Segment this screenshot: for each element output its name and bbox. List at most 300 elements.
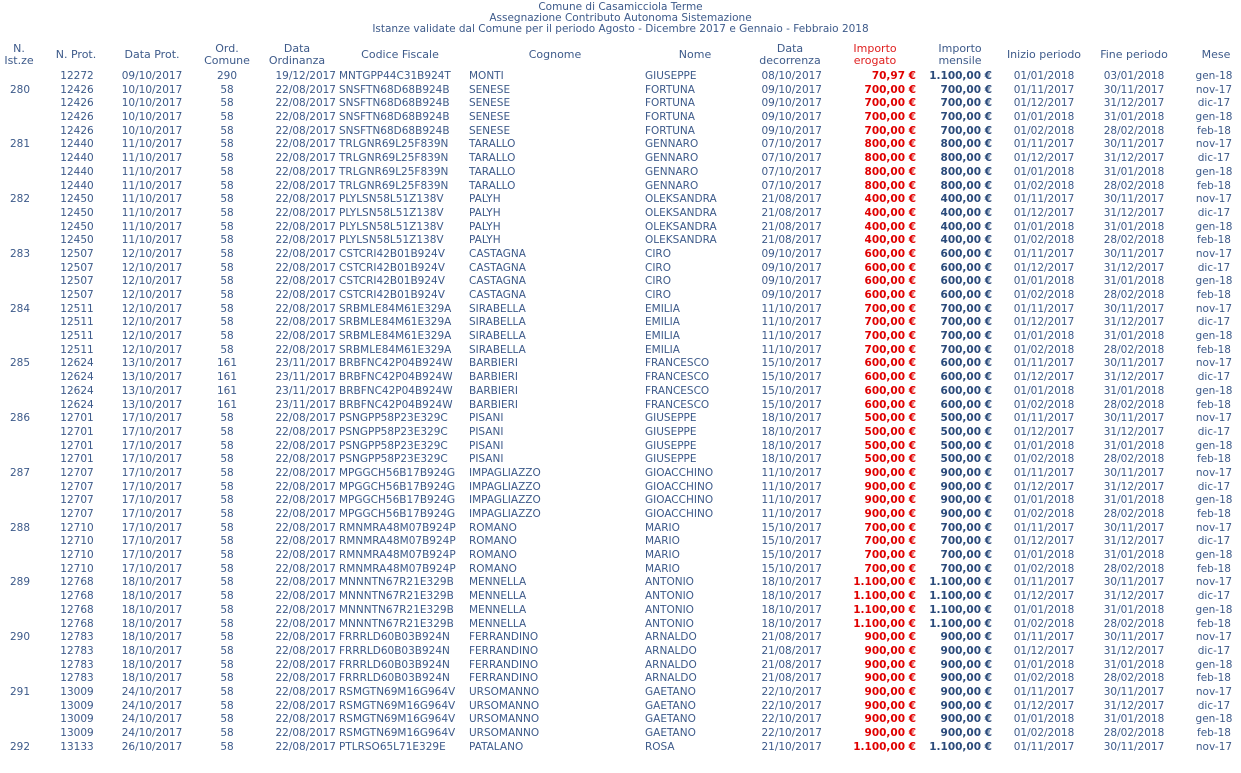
cell-fine-periodo: 31/12/2017 bbox=[1103, 371, 1165, 384]
cell-fine-periodo: 31/12/2017 bbox=[1103, 480, 1165, 493]
cell-data-decorrenza: 09/10/2017 bbox=[761, 289, 822, 301]
cell-data-ordinanza: 22/08/2017 bbox=[275, 83, 336, 96]
cell-inizio-periodo: 01/01/2018 bbox=[1013, 111, 1075, 124]
table-row bbox=[0, 713, 1241, 727]
cell-inizio-periodo: 01/02/2018 bbox=[1013, 179, 1075, 192]
cell-cognome: PALYH bbox=[469, 206, 501, 219]
cell-data-prot: 09/10/2017 bbox=[121, 70, 183, 82]
cell-fine-periodo: 28/02/2018 bbox=[1103, 124, 1165, 137]
cell-data-prot: 12/10/2017 bbox=[121, 302, 183, 315]
cell-importo-mensile: 400,00 € bbox=[940, 206, 992, 219]
cell-inizio-periodo: 01/12/2017 bbox=[1013, 590, 1075, 603]
cell-mese: nov-17 bbox=[1195, 631, 1233, 644]
header-importo-mensile-line1: Importo bbox=[938, 42, 982, 55]
cell-cognome: CASTAGNA bbox=[469, 275, 526, 288]
cell-fine-periodo: 31/01/2018 bbox=[1103, 330, 1165, 343]
cell-mese: dic-17 bbox=[1197, 590, 1231, 603]
cell-importo-mensile: 700,00 € bbox=[940, 111, 992, 124]
cell-ord-comune: 58 bbox=[220, 727, 234, 739]
cell-codice-fiscale: RSMGTN69M16G964V bbox=[339, 727, 456, 739]
table-row bbox=[0, 152, 1241, 166]
cell-codice-fiscale: PSNGPP58P23E329C bbox=[339, 425, 448, 438]
cell-importo-mensile: 700,00 € bbox=[940, 535, 992, 548]
cell-data-decorrenza: 18/10/2017 bbox=[761, 576, 822, 589]
cell-data-ordinanza: 23/11/2017 bbox=[275, 384, 336, 397]
cell-ord-comune: 58 bbox=[220, 316, 234, 329]
cell-data-decorrenza: 09/10/2017 bbox=[761, 247, 822, 260]
cell-ord-comune: 58 bbox=[220, 247, 234, 260]
table-row bbox=[0, 207, 1241, 221]
cell-data-decorrenza: 15/10/2017 bbox=[761, 384, 822, 397]
cell-n-prot: 12507 bbox=[60, 275, 94, 288]
cell-ord-comune: 58 bbox=[220, 576, 234, 589]
cell-data-ordinanza: 22/08/2017 bbox=[275, 152, 336, 165]
cell-importo-mensile: 1.100,00 € bbox=[929, 603, 992, 616]
cell-cognome: PATALANO bbox=[469, 740, 524, 753]
cell-mese: nov-17 bbox=[1195, 138, 1233, 151]
cell-n-prot: 12707 bbox=[60, 480, 94, 493]
table-row bbox=[0, 125, 1241, 139]
table-row bbox=[0, 371, 1241, 385]
cell-data-ordinanza: 22/08/2017 bbox=[275, 549, 336, 562]
cell-nome: MARIO bbox=[645, 562, 680, 575]
cell-data-prot: 18/10/2017 bbox=[121, 617, 183, 630]
cell-data-decorrenza: 21/08/2017 bbox=[761, 631, 822, 644]
cell-cognome: BARBIERI bbox=[469, 371, 519, 384]
cell-nome: FRANCESCO bbox=[645, 384, 710, 397]
cell-mese: feb-18 bbox=[1197, 617, 1231, 630]
cell-fine-periodo: 31/01/2018 bbox=[1103, 111, 1165, 124]
header-data-ordinanza-line1: Data bbox=[283, 42, 311, 55]
cell-n-prot: 12426 bbox=[60, 124, 94, 137]
cell-ord-comune: 58 bbox=[220, 425, 234, 438]
cell-codice-fiscale: TRLGNR69L25F839N bbox=[339, 179, 449, 192]
header-ord-comune bbox=[199, 43, 255, 67]
cell-mese: feb-18 bbox=[1197, 508, 1231, 520]
cell-importo-mensile: 900,00 € bbox=[940, 631, 992, 644]
cell-data-decorrenza: 11/10/2017 bbox=[761, 302, 822, 315]
cell-importo-erogato: 900,00 € bbox=[864, 672, 916, 685]
cell-ord-comune: 58 bbox=[220, 152, 234, 165]
cell-data-ordinanza: 22/08/2017 bbox=[275, 289, 336, 301]
cell-ord-comune: 58 bbox=[220, 343, 234, 356]
table-row bbox=[0, 467, 1241, 481]
cell-nome: ARNALDO bbox=[645, 644, 697, 657]
cell-fine-periodo: 28/02/2018 bbox=[1103, 289, 1165, 301]
cell-inizio-periodo: 01/02/2018 bbox=[1013, 617, 1075, 630]
table-row bbox=[0, 221, 1241, 235]
cell-data-ordinanza: 22/08/2017 bbox=[275, 453, 336, 466]
cell-cognome: FERRANDINO bbox=[469, 631, 539, 644]
cell-inizio-periodo: 01/11/2017 bbox=[1013, 521, 1075, 534]
cell-inizio-periodo: 01/11/2017 bbox=[1013, 138, 1075, 151]
cell-ord-comune: 58 bbox=[220, 644, 234, 657]
cell-importo-mensile: 600,00 € bbox=[940, 371, 992, 384]
cell-ord-comune: 290 bbox=[216, 70, 238, 82]
cell-data-decorrenza: 21/08/2017 bbox=[761, 193, 822, 206]
cell-ord-comune: 58 bbox=[220, 97, 234, 110]
cell-mese: nov-17 bbox=[1195, 466, 1233, 479]
cell-n-istanze: 287 bbox=[9, 466, 31, 479]
cell-importo-erogato: 700,00 € bbox=[864, 535, 916, 548]
cell-codice-fiscale: FRRRLD60B03B924N bbox=[339, 631, 450, 644]
cell-fine-periodo: 30/11/2017 bbox=[1103, 247, 1165, 260]
cell-nome: GIUSEPPE bbox=[645, 70, 697, 82]
table-row bbox=[0, 84, 1241, 98]
cell-data-ordinanza: 22/08/2017 bbox=[275, 138, 336, 151]
header-inizio-periodo: Inizio periodo bbox=[1006, 48, 1082, 61]
cell-data-ordinanza: 22/08/2017 bbox=[275, 644, 336, 657]
cell-data-decorrenza: 08/10/2017 bbox=[761, 70, 822, 82]
cell-ord-comune: 58 bbox=[220, 453, 234, 466]
cell-importo-erogato: 70,97 € bbox=[871, 70, 916, 82]
cell-codice-fiscale: RMNMRA48M07B924P bbox=[339, 535, 456, 548]
cell-data-prot: 17/10/2017 bbox=[121, 521, 183, 534]
cell-data-ordinanza: 22/08/2017 bbox=[275, 521, 336, 534]
cell-nome: ARNALDO bbox=[645, 658, 697, 671]
cell-ord-comune: 58 bbox=[220, 234, 234, 247]
cell-n-prot: 12707 bbox=[60, 466, 94, 479]
cell-ord-comune: 58 bbox=[220, 220, 234, 233]
table-row bbox=[0, 604, 1241, 618]
cell-importo-erogato: 700,00 € bbox=[864, 302, 916, 315]
cell-cognome: FERRANDINO bbox=[469, 672, 539, 685]
cell-nome: FRANCESCO bbox=[645, 398, 710, 411]
cell-nome: GAETANO bbox=[645, 685, 696, 698]
cell-codice-fiscale: PLYLSN58L51Z138V bbox=[339, 193, 444, 206]
table-row bbox=[0, 563, 1241, 577]
cell-n-prot: 12511 bbox=[60, 343, 94, 356]
cell-n-prot: 12507 bbox=[60, 261, 94, 274]
header-data-ordinanza bbox=[262, 43, 332, 67]
cell-data-prot: 13/10/2017 bbox=[121, 357, 183, 370]
cell-codice-fiscale: SRBMLE84M61E329A bbox=[339, 343, 452, 356]
cell-cognome: MENNELLA bbox=[469, 576, 527, 589]
cell-data-prot: 13/10/2017 bbox=[121, 371, 183, 384]
header-data-decorrenza bbox=[755, 43, 825, 67]
cell-data-decorrenza: 07/10/2017 bbox=[761, 138, 822, 151]
cell-inizio-periodo: 01/12/2017 bbox=[1013, 699, 1075, 712]
cell-importo-erogato: 700,00 € bbox=[864, 316, 916, 329]
cell-importo-mensile: 700,00 € bbox=[940, 343, 992, 356]
cell-ord-comune: 58 bbox=[220, 740, 234, 753]
cell-importo-erogato: 900,00 € bbox=[864, 685, 916, 698]
cell-n-prot: 12768 bbox=[60, 576, 94, 589]
cell-inizio-periodo: 01/12/2017 bbox=[1013, 535, 1075, 548]
cell-fine-periodo: 31/12/2017 bbox=[1103, 97, 1165, 110]
cell-importo-mensile: 1.100,00 € bbox=[929, 740, 992, 753]
cell-codice-fiscale: RSMGTN69M16G964V bbox=[339, 713, 456, 726]
cell-importo-erogato: 900,00 € bbox=[864, 727, 916, 739]
cell-data-ordinanza: 22/08/2017 bbox=[275, 535, 336, 548]
cell-codice-fiscale: PSNGPP58P23E329C bbox=[339, 439, 448, 452]
cell-data-ordinanza: 22/08/2017 bbox=[275, 576, 336, 589]
cell-data-decorrenza: 22/10/2017 bbox=[761, 685, 822, 698]
cell-inizio-periodo: 01/01/2018 bbox=[1013, 439, 1075, 452]
cell-data-prot: 11/10/2017 bbox=[121, 138, 183, 151]
cell-n-prot: 12440 bbox=[60, 179, 94, 192]
cell-data-prot: 17/10/2017 bbox=[121, 562, 183, 575]
cell-data-ordinanza: 22/08/2017 bbox=[275, 111, 336, 124]
cell-nome: MARIO bbox=[645, 535, 680, 548]
cell-data-ordinanza: 22/08/2017 bbox=[275, 206, 336, 219]
table-row bbox=[0, 111, 1241, 125]
cell-ord-comune: 161 bbox=[216, 398, 238, 411]
header-mese: Mese bbox=[1201, 48, 1231, 61]
header-fine-periodo: Fine periodo bbox=[1100, 48, 1168, 61]
cell-importo-mensile: 900,00 € bbox=[940, 713, 992, 726]
cell-inizio-periodo: 01/11/2017 bbox=[1013, 83, 1075, 96]
cell-data-prot: 24/10/2017 bbox=[121, 685, 183, 698]
cell-n-prot: 12511 bbox=[60, 302, 94, 315]
table-row bbox=[0, 576, 1241, 590]
cell-cognome: FERRANDINO bbox=[469, 658, 539, 671]
cell-data-decorrenza: 11/10/2017 bbox=[761, 508, 822, 520]
cell-importo-mensile: 700,00 € bbox=[940, 562, 992, 575]
cell-inizio-periodo: 01/02/2018 bbox=[1013, 508, 1075, 520]
cell-n-prot: 12701 bbox=[60, 425, 94, 438]
table-row bbox=[0, 289, 1241, 303]
cell-ord-comune: 58 bbox=[220, 603, 234, 616]
cell-mese: nov-17 bbox=[1195, 685, 1233, 698]
cell-codice-fiscale: SNSFTN68D68B924B bbox=[339, 97, 450, 110]
cell-mese: gen-18 bbox=[1195, 603, 1233, 616]
cell-inizio-periodo: 01/01/2018 bbox=[1013, 70, 1075, 82]
table-row bbox=[0, 426, 1241, 440]
cell-mese: gen-18 bbox=[1195, 220, 1233, 233]
cell-cognome: MENNELLA bbox=[469, 617, 527, 630]
cell-ord-comune: 58 bbox=[220, 289, 234, 301]
cell-n-prot: 12783 bbox=[60, 672, 94, 685]
cell-fine-periodo: 28/02/2018 bbox=[1103, 508, 1165, 520]
cell-n-prot: 12768 bbox=[60, 590, 94, 603]
header-ord-comune-line1: Ord. bbox=[215, 42, 239, 55]
cell-n-istanze: 288 bbox=[9, 521, 31, 534]
cell-nome: EMILIA bbox=[645, 302, 680, 315]
cell-data-ordinanza: 22/08/2017 bbox=[275, 740, 336, 753]
cell-cognome: PISANI bbox=[469, 412, 504, 425]
cell-data-prot: 11/10/2017 bbox=[121, 152, 183, 165]
cell-cognome: MENNELLA bbox=[469, 603, 527, 616]
cell-fine-periodo: 28/02/2018 bbox=[1103, 727, 1165, 739]
cell-mese: gen-18 bbox=[1195, 439, 1233, 452]
cell-cognome: PALYH bbox=[469, 220, 501, 233]
cell-fine-periodo: 03/01/2018 bbox=[1103, 70, 1165, 82]
cell-mese: nov-17 bbox=[1195, 740, 1233, 753]
cell-importo-erogato: 700,00 € bbox=[864, 97, 916, 110]
table-row bbox=[0, 672, 1241, 686]
cell-fine-periodo: 28/02/2018 bbox=[1103, 672, 1165, 685]
cell-data-decorrenza: 07/10/2017 bbox=[761, 152, 822, 165]
cell-importo-erogato: 900,00 € bbox=[864, 699, 916, 712]
cell-data-prot: 24/10/2017 bbox=[121, 727, 183, 739]
table-row bbox=[0, 618, 1241, 632]
cell-codice-fiscale: MPGGCH56B17B924G bbox=[339, 494, 456, 507]
cell-importo-mensile: 700,00 € bbox=[940, 302, 992, 315]
cell-codice-fiscale: TRLGNR69L25F839N bbox=[339, 138, 449, 151]
cell-importo-erogato: 600,00 € bbox=[864, 275, 916, 288]
cell-data-decorrenza: 09/10/2017 bbox=[761, 275, 822, 288]
table-row bbox=[0, 330, 1241, 344]
cell-importo-erogato: 900,00 € bbox=[864, 658, 916, 671]
cell-n-prot: 12783 bbox=[60, 631, 94, 644]
cell-inizio-periodo: 01/11/2017 bbox=[1013, 302, 1075, 315]
cell-nome: GIOACCHINO bbox=[645, 508, 714, 520]
cell-mese: nov-17 bbox=[1195, 83, 1233, 96]
cell-mese: gen-18 bbox=[1195, 165, 1233, 178]
cell-nome: GIOACCHINO bbox=[645, 480, 714, 493]
cell-mese: nov-17 bbox=[1195, 247, 1233, 260]
cell-cognome: TARALLO bbox=[469, 152, 516, 165]
cell-nome: MARIO bbox=[645, 521, 680, 534]
cell-data-prot: 12/10/2017 bbox=[121, 275, 183, 288]
cell-ord-comune: 58 bbox=[220, 83, 234, 96]
cell-n-prot: 12701 bbox=[60, 412, 94, 425]
cell-cognome: PISANI bbox=[469, 425, 504, 438]
table-row bbox=[0, 645, 1241, 659]
cell-n-prot: 12710 bbox=[60, 549, 94, 562]
table-row bbox=[0, 357, 1241, 371]
cell-fine-periodo: 31/01/2018 bbox=[1103, 439, 1165, 452]
cell-data-ordinanza: 22/08/2017 bbox=[275, 193, 336, 206]
cell-importo-mensile: 900,00 € bbox=[940, 494, 992, 507]
cell-data-prot: 10/10/2017 bbox=[121, 111, 183, 124]
header-data-decorrenza-line1: Data bbox=[776, 42, 804, 55]
cell-mese: feb-18 bbox=[1197, 453, 1231, 466]
cell-codice-fiscale: MNNNTN67R21E329B bbox=[339, 617, 454, 630]
cell-data-ordinanza: 23/11/2017 bbox=[275, 357, 336, 370]
cell-importo-mensile: 500,00 € bbox=[940, 439, 992, 452]
cell-importo-mensile: 900,00 € bbox=[940, 699, 992, 712]
cell-nome: ANTONIO bbox=[645, 590, 694, 603]
cell-importo-erogato: 900,00 € bbox=[864, 644, 916, 657]
cell-fine-periodo: 31/01/2018 bbox=[1103, 549, 1165, 562]
cell-nome: EMILIA bbox=[645, 343, 680, 356]
cell-inizio-periodo: 01/12/2017 bbox=[1013, 261, 1075, 274]
cell-inizio-periodo: 01/12/2017 bbox=[1013, 425, 1075, 438]
cell-cognome: TARALLO bbox=[469, 179, 516, 192]
cell-n-prot: 12450 bbox=[60, 206, 94, 219]
cell-data-decorrenza: 15/10/2017 bbox=[761, 549, 822, 562]
cell-inizio-periodo: 01/01/2018 bbox=[1013, 330, 1075, 343]
cell-ord-comune: 161 bbox=[216, 357, 238, 370]
cell-data-decorrenza: 15/10/2017 bbox=[761, 535, 822, 548]
cell-n-istanze: 285 bbox=[9, 357, 31, 370]
cell-importo-erogato: 700,00 € bbox=[864, 330, 916, 343]
cell-importo-erogato: 900,00 € bbox=[864, 508, 916, 520]
cell-ord-comune: 58 bbox=[220, 193, 234, 206]
cell-cognome: URSOMANNO bbox=[469, 727, 540, 739]
cell-ord-comune: 58 bbox=[220, 111, 234, 124]
cell-codice-fiscale: RSMGTN69M16G964V bbox=[339, 699, 456, 712]
cell-data-ordinanza: 22/08/2017 bbox=[275, 603, 336, 616]
cell-cognome: PISANI bbox=[469, 453, 504, 466]
cell-inizio-periodo: 01/02/2018 bbox=[1013, 562, 1075, 575]
cell-inizio-periodo: 01/01/2018 bbox=[1013, 494, 1075, 507]
cell-nome: GENNARO bbox=[645, 138, 699, 151]
cell-data-ordinanza: 22/08/2017 bbox=[275, 439, 336, 452]
cell-mese: feb-18 bbox=[1197, 124, 1231, 137]
cell-importo-erogato: 500,00 € bbox=[864, 453, 916, 466]
cell-importo-erogato: 600,00 € bbox=[864, 384, 916, 397]
table-row bbox=[0, 97, 1241, 111]
table-row bbox=[0, 262, 1241, 276]
cell-codice-fiscale: BRBFNC42P04B924W bbox=[339, 357, 453, 370]
cell-inizio-periodo: 01/11/2017 bbox=[1013, 576, 1075, 589]
cell-mese: nov-17 bbox=[1195, 521, 1233, 534]
cell-cognome: ROMANO bbox=[469, 562, 517, 575]
cell-inizio-periodo: 01/02/2018 bbox=[1013, 124, 1075, 137]
cell-cognome: IMPAGLIAZZO bbox=[469, 494, 541, 507]
cell-importo-erogato: 600,00 € bbox=[864, 261, 916, 274]
cell-data-prot: 17/10/2017 bbox=[121, 480, 183, 493]
cell-ord-comune: 58 bbox=[220, 521, 234, 534]
cell-ord-comune: 58 bbox=[220, 631, 234, 644]
cell-importo-erogato: 900,00 € bbox=[864, 494, 916, 507]
cell-cognome: CASTAGNA bbox=[469, 247, 526, 260]
cell-ord-comune: 58 bbox=[220, 138, 234, 151]
cell-inizio-periodo: 01/11/2017 bbox=[1013, 466, 1075, 479]
cell-mese: dic-17 bbox=[1197, 371, 1231, 384]
cell-importo-erogato: 1.100,00 € bbox=[853, 617, 916, 630]
cell-mese: dic-17 bbox=[1197, 425, 1231, 438]
cell-ord-comune: 58 bbox=[220, 466, 234, 479]
cell-nome: GENNARO bbox=[645, 179, 699, 192]
cell-n-istanze: 292 bbox=[9, 740, 31, 753]
cell-codice-fiscale: CSTCRI42B01B924V bbox=[339, 289, 445, 301]
cell-data-decorrenza: 18/10/2017 bbox=[761, 617, 822, 630]
cell-n-prot: 13009 bbox=[60, 713, 94, 726]
cell-n-prot: 12426 bbox=[60, 97, 94, 110]
cell-cognome: SENESE bbox=[469, 124, 511, 137]
cell-fine-periodo: 31/12/2017 bbox=[1103, 152, 1165, 165]
cell-ord-comune: 58 bbox=[220, 206, 234, 219]
cell-mese: feb-18 bbox=[1197, 398, 1231, 411]
cell-data-decorrenza: 09/10/2017 bbox=[761, 83, 822, 96]
cell-codice-fiscale: PTLRSO65L71E329E bbox=[339, 740, 446, 753]
title-periodo: Istanze validate dal Comune per il periodo Agosto - Dicembre 2017 e Gennaio - Febbraio 2018 bbox=[372, 23, 869, 35]
cell-n-prot: 12701 bbox=[60, 439, 94, 452]
cell-cognome: PALYH bbox=[469, 193, 501, 206]
cell-mese: feb-18 bbox=[1197, 672, 1231, 685]
cell-ord-comune: 58 bbox=[220, 562, 234, 575]
cell-nome: GIUSEPPE bbox=[645, 453, 697, 466]
cell-data-decorrenza: 22/10/2017 bbox=[761, 727, 822, 739]
cell-codice-fiscale: MPGGCH56B17B924G bbox=[339, 508, 456, 520]
header-importo-erogato-line1: Importo bbox=[853, 42, 897, 55]
cell-codice-fiscale: RMNMRA48M07B924P bbox=[339, 562, 456, 575]
cell-nome: EMILIA bbox=[645, 330, 680, 343]
cell-cognome: TARALLO bbox=[469, 138, 516, 151]
cell-n-prot: 12710 bbox=[60, 535, 94, 548]
cell-mese: gen-18 bbox=[1195, 111, 1233, 124]
title-comune: Comune di Casamicciola Terme bbox=[538, 1, 703, 13]
cell-codice-fiscale: TRLGNR69L25F839N bbox=[339, 165, 449, 178]
cell-n-prot: 12768 bbox=[60, 603, 94, 616]
cell-nome: GIUSEPPE bbox=[645, 439, 697, 452]
cell-n-prot: 12707 bbox=[60, 494, 94, 507]
table-row bbox=[0, 631, 1241, 645]
data-table-body bbox=[0, 70, 1241, 754]
cell-data-decorrenza: 07/10/2017 bbox=[761, 165, 822, 178]
cell-codice-fiscale: CSTCRI42B01B924V bbox=[339, 247, 445, 260]
cell-inizio-periodo: 01/11/2017 bbox=[1013, 247, 1075, 260]
cell-ord-comune: 58 bbox=[220, 480, 234, 493]
cell-data-decorrenza: 11/10/2017 bbox=[761, 494, 822, 507]
cell-data-decorrenza: 18/10/2017 bbox=[761, 453, 822, 466]
cell-data-decorrenza: 11/10/2017 bbox=[761, 330, 822, 343]
cell-data-ordinanza: 22/08/2017 bbox=[275, 480, 336, 493]
